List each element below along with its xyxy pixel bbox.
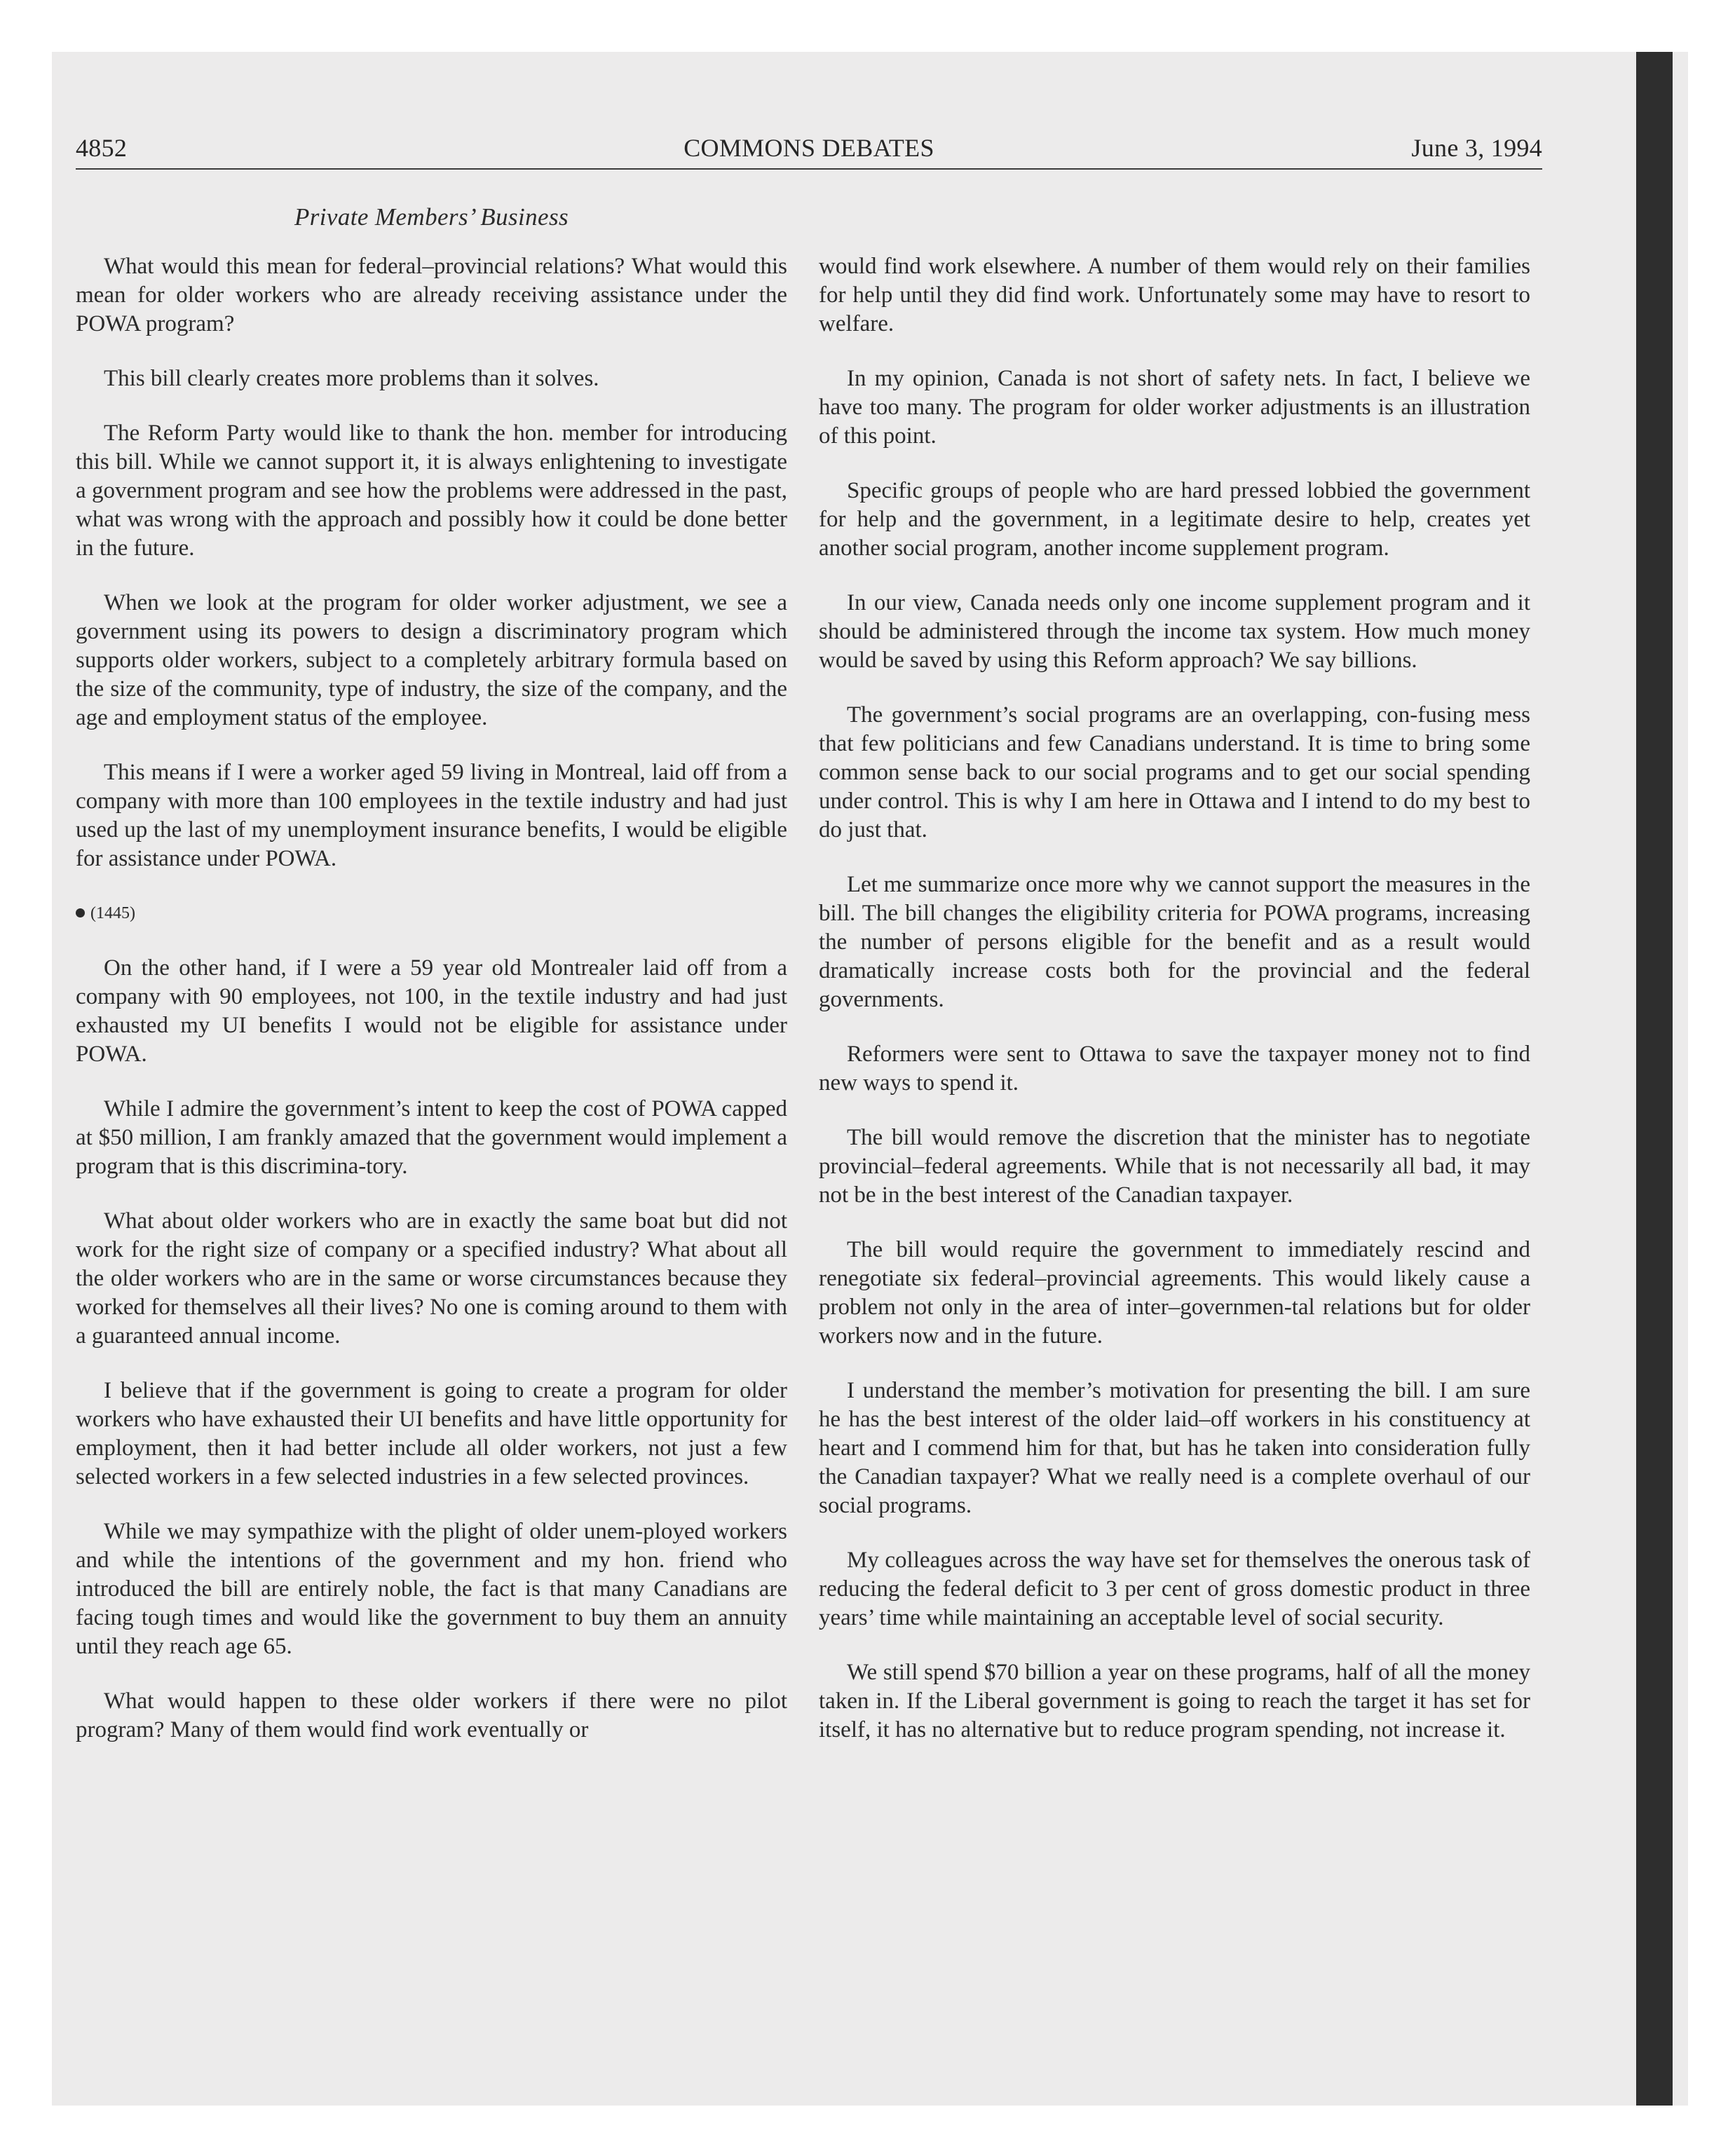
paragraph: My colleagues across the way have set for themselves the onerous task of reducing the federal deficit to 3 per cent of gross domestic product in three years’ time while maintaining an acceptable level of social security.: [819, 1548, 1530, 1630]
paragraph: What would this mean for federal–provincial relations? What would this mean for older workers who are already receiving assistance under the POWA program?: [76, 254, 787, 336]
timestamp-text: (1445): [90, 904, 135, 922]
paragraph: When we look at the program for older worker adjustment, we see a government using its powers to design a discriminatory program which supports older workers, subject to a completely arbitrary formula based on the size of the community, type of industry, the size of the company, and the age and employment status of the employee.: [76, 590, 787, 730]
paragraph: Reformers were sent to Ottawa to save the taxpayer money not to find new ways to spend it.: [819, 1042, 1530, 1096]
header-date: June 3, 1994: [1411, 134, 1542, 162]
paragraph-continuation: would find work elsewhere. A number of them would rely on their families for help until they did find work. Unfortunately some may have to resort to welfare.: [819, 254, 1530, 336]
scan-edge-bar: [1636, 52, 1673, 2106]
paragraph: This means if I were a worker aged 59 living in Montreal, laid off from a company with more than 100 employees in the textile industry and had just used up the last of my unemployment insurance benefits, I would be eligible for assistance under POWA.: [76, 760, 787, 871]
paragraph: This bill clearly creates more problems than it solves.: [104, 366, 599, 391]
paragraph: The bill would require the government to immediately rescind and renegotiate six federal–provincial agreements. This would likely cause a problem not only in the area of inter–governmen-tal relations but for older workers now and in the future.: [819, 1237, 1530, 1349]
paragraph: The Reform Party would like to thank the hon. member for introducing this bill. While we cannot support it, it is always enlightening to investigate a government program and see how the problems were addressed in the past, what was wrong with the approach and possibly how it could be done better in the future.: [76, 421, 787, 561]
paragraph: What would happen to these older workers if there were no pilot program? Many of them would find work eventually or: [76, 1688, 787, 1742]
paragraph: In our view, Canada needs only one income supplement program and it should be administered through the income tax system. How much money would be saved by using this Reform approach? We say billions.: [819, 590, 1530, 673]
right-column: [819, 252, 1530, 1770]
bullet-icon: [76, 908, 85, 917]
paragraph: While we may sympathize with the plight of older unem-ployed workers and while the intentions of the government and my hon. friend who introduced the bill are entirely noble, the fact is that many Canadians are facing tough times and would like the government to buy them an annuity until they reach age 65.: [76, 1519, 787, 1659]
paragraph: The bill would remove the discretion that the minister has to negotiate provincial–federal agreements. While that is not necessarily all bad, it may not be in the best interest of the Canadian taxpayer.: [819, 1125, 1530, 1208]
paragraph: We still spend $70 billion a year on these programs, half of all the money taken in. If the Liberal government is going to reach the target it has set for itself, it has no alternative but to reduce program spending, not increase it.: [819, 1660, 1530, 1742]
page-number: 4852: [76, 134, 128, 162]
paragraph: I understand the member’s motivation for presenting the bill. I am sure he has the best interest of the older laid–off workers in his constituency at heart and I commend him for that, but has he taken into consideration fully the Canadian taxpayer? What we really need is a complete overhaul of our social programs.: [819, 1378, 1530, 1518]
paragraph: While I admire the government’s intent to keep the cost of POWA capped at $50 million, I am frankly amazed that the government would implement a program that is this discrimina-tory.: [76, 1096, 787, 1179]
paragraph: On the other hand, if I were a 59 year old Montrealer laid off from a company with 90 employees, not 100, in the textile industry and had just exhausted my UI benefits I would not be eligible for assistance under POWA.: [76, 955, 787, 1067]
paragraph: The government’s social programs are an overlapping, con-fusing mess that few politicians and few Canadians understand. It is time to bring some common sense back to our social programs and to get our social spending under control. This is why I am here in Ottawa and I intend to do my best to do just that.: [819, 702, 1530, 842]
journal-title: COMMONS DEBATES: [683, 134, 934, 162]
page-header: [76, 130, 1542, 170]
left-column: [76, 252, 787, 1770]
section-title: Private Members’ Business: [294, 203, 569, 231]
paragraph: I believe that if the government is going to create a program for older workers who have exhausted their UI benefits and have little opportunity for employment, then it had better include all older workers, not just a few selected workers in a few selected industries in a few selected provinces.: [76, 1378, 787, 1489]
timestamp-marker: [76, 899, 787, 928]
paragraph: Specific groups of people who are hard pressed lobbied the government for help and the government, in a legitimate desire to help, creates yet another social program, another income supplement program.: [819, 478, 1530, 561]
paragraph: What about older workers who are in exactly the same boat but did not work for the right size of company or a specified industry? What about all the older workers who are in the same or worse circumstances because they worked for themselves all their lives? No one is coming around to them with a guaranteed annual income.: [76, 1208, 787, 1349]
paragraph: Let me summarize once more why we cannot support the measures in the bill. The bill changes the eligibility criteria for POWA programs, increasing the number of persons eligible for the benefit and as a result would dramatically increase costs both for the provincial and the federal governments.: [819, 872, 1530, 1012]
paragraph: In my opinion, Canada is not short of safety nets. In fact, I believe we have too many. The program for older worker adjustments is an illustration of this point.: [819, 366, 1530, 449]
